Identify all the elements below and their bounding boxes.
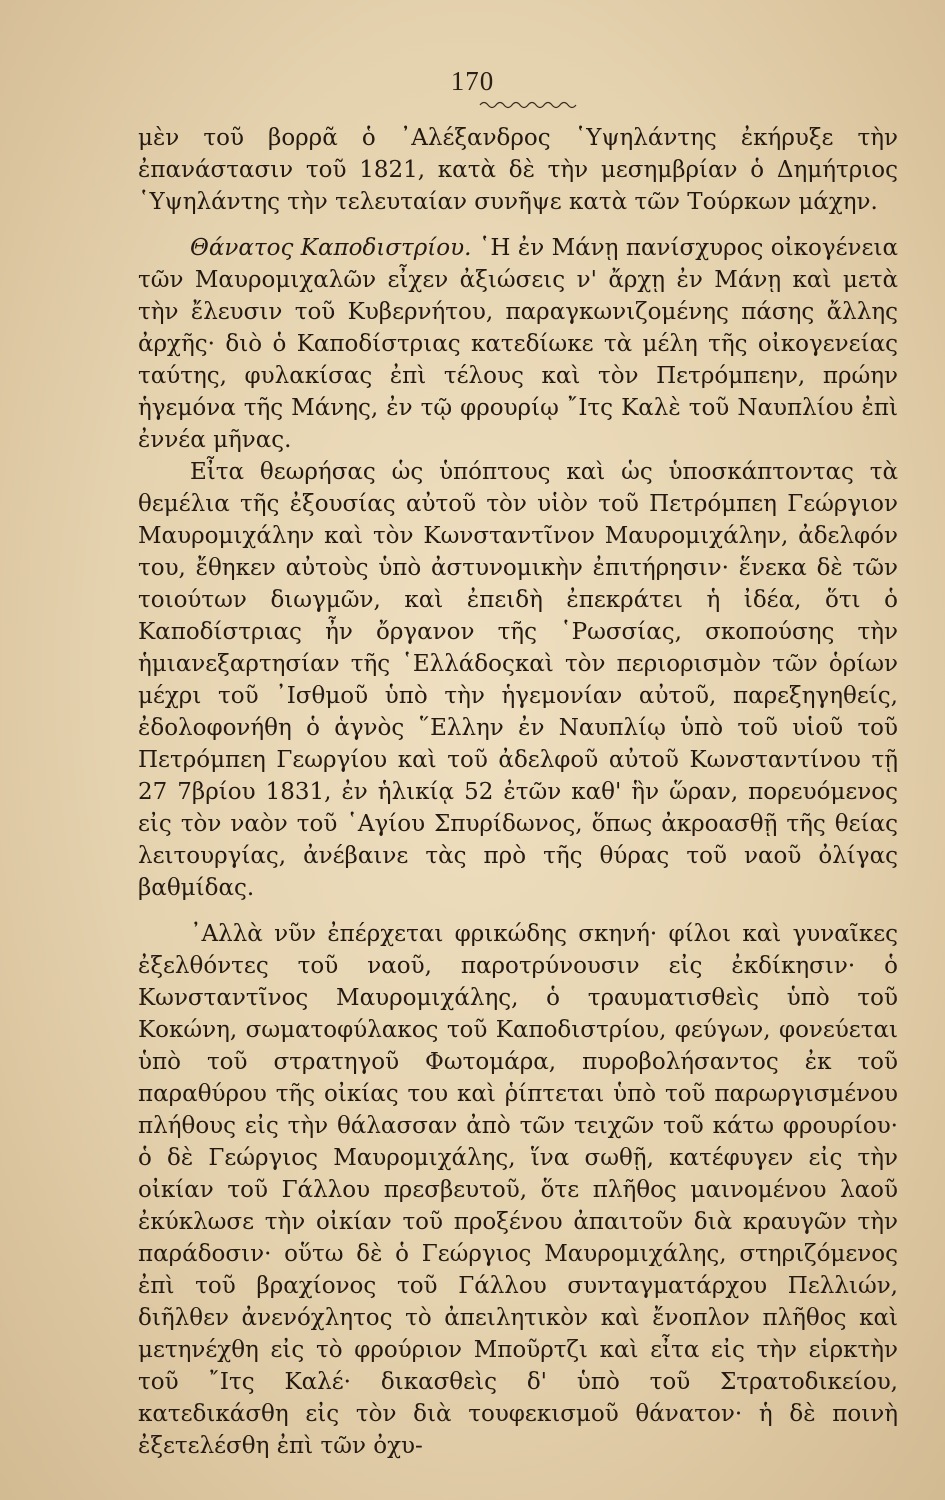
paragraph-2 bbox=[138, 232, 898, 456]
text-body bbox=[138, 122, 898, 1462]
paragraph-3: Εἶτα θεωρήσας ὡς ὑπόπτους καὶ ὡς ὑποσκάπτοντας τὰ θεμέλια τῆς ἐξουσίας αὐτοῦ τὸν υἱὸν τοῦ Πετρόμπεη Γεώργιον Μαυρομιχάλην καὶ τὸν Κωνσταντῖνον Μαυρομιχάλην, ἀδελφόν του, ἔθηκεν αὐτοὺς ὑπὸ ἀστυνομικὴν ἐπιτήρησιν· ἕνεκα δὲ τῶν τοιούτων διωγμῶν, καὶ ἐπειδὴ ἐπεκράτει ἡ ἰδέα, ὅτι ὁ Καποδίστριας ἦν ὄργανον τῆς ῾Ρωσσίας, σκοπούσης τὴν ἡμιανεξαρτησίαν τῆς ῾Ελλάδοςκαὶ τὸν περιορισμὸν τῶν ὁρίων μέχρι τοῦ ᾿Ισθμοῦ ὑπὸ τὴν ἡγεμονίαν αὐτοῦ, παρεξηγηθείς, ἐδολοφονήθη ὁ ἁγνὸς ῞Ελλην ἐν Ναυπλίῳ ὑπὸ τοῦ υἱοῦ τοῦ Πετρόμπεη Γεωργίου καὶ τοῦ ἀδελφοῦ αὐτοῦ Κωνσταντίνου τῇ 27 7βρίου 1831, ἐν ἡλικίᾳ 52 ἐτῶν καθ' ἣν ὥραν, πορευόμενος εἰς τὸν ναὸν τοῦ ῾Αγίου Σπυρίδωνος, ὅπως ἀκροασθῇ τῆς θείας λειτουργίας, ἀνέβαινε τὰς πρὸ τῆς θύρας τοῦ ναοῦ ὀλίγας βαθμίδας. bbox=[138, 459, 898, 901]
page-number: 170 bbox=[450, 66, 495, 96]
paragraph-1: μὲν τοῦ βορρᾶ ὁ ᾿Αλέξανδρος ῾Υψηλάντης ἐκήρυξε τὴν ἐπανάστασιν τοῦ 1821, κατὰ δὲ τὴν μεσημβρίαν ὁ Δημήτριος ῾Υψηλάντης τὴν τελευταίαν συνῆψε κατὰ τῶν Τούρκων μάχην. bbox=[138, 125, 898, 215]
section-title: Θάνατος Καποδιστρίου. bbox=[190, 235, 472, 261]
wavy-rule-ornament bbox=[478, 98, 578, 112]
paragraph-4: ᾿Αλλὰ νῦν ἐπέρχεται φρικώδης σκηνή· φίλοι καὶ γυναῖκες ἐξελθόντες τοῦ ναοῦ, παροτρύνουσιν εἰς ἐκδίκησιν· ὁ Κωνσταντῖνος Μαυρομιχάλης, ὁ τραυματισθεὶς ὑπὸ τοῦ Κοκώνη, σωματοφύλακος τοῦ Καποδιστρίου, φεύγων, φονεύεται ὑπὸ τοῦ στρατηγοῦ Φωτομάρα, πυροβολήσαντος ἐκ τοῦ παραθύρου τῆς οἰκίας του καὶ ῥίπτεται ὑπὸ τοῦ παρωργισμένου πλήθους εἰς τὴν θάλασσαν ἀπὸ τῶν τειχῶν τοῦ κάτω φρουρίου· ὁ δὲ Γεώργιος Μαυρομιχάλης, ἵνα σωθῇ, κατέφυγεν εἰς τὴν οἰκίαν τοῦ Γάλλου πρεσβευτοῦ, ὅτε πλῆθος μαινομένου λαοῦ ἐκύκλωσε τὴν οἰκίαν τοῦ προξένου ἀπαιτοῦν διὰ κραυγῶν τὴν παράδοσιν· οὕτω δὲ ὁ Γεώργιος Μαυρομιχάλης, στηριζόμενος ἐπὶ τοῦ βραχίονος τοῦ Γάλλου συνταγματάρχου Πελλιών, διῆλθεν ἀνενόχλητος τὸ ἀπειλητικὸν καὶ ἔνοπλον πλῆθος καὶ μετηνέχθη εἰς τὸ φρούριον Μποῦρτζι καὶ εἶτα εἰς τὴν εἱρκτὴν τοῦ ῎Ιτς Καλέ· δικασθεὶς δ' ὑπὸ τοῦ Στρατοδικείου, κατεδικάσθη εἰς τὸν διὰ τουφεκισμοῦ θάνατον· ἡ δὲ ποινὴ ἐξετελέσθη ἐπὶ τῶν ὀχυ- bbox=[138, 921, 898, 1459]
paragraph-2-text: ῾Η ἐν Μάνῃ πανίσχυρος οἰκογένεια τῶν Μαυρομιχαλῶν εἶχεν ἀξιώσεις ν' ἄρχῃ ἐν Μάνῃ καὶ μετὰ τὴν ἔλευσιν τοῦ Κυβερνήτου, παραγκωνιζομένης πάσης ἄλλης ἀρχῆς· διὸ ὁ Καποδίστριας κατεδίωκε τὰ μέλη τῆς οἰκογενείας ταύτης, φυλακίσας ἐπὶ τέλους καὶ τὸν Πετρόμπεην, πρώην ἡγεμόνα τῆς Μάνης, ἐν τῷ φρουρίῳ ῎Ιτς Καλὲ τοῦ Ναυπλίου ἐπὶ ἐννέα μῆνας. bbox=[138, 235, 899, 453]
